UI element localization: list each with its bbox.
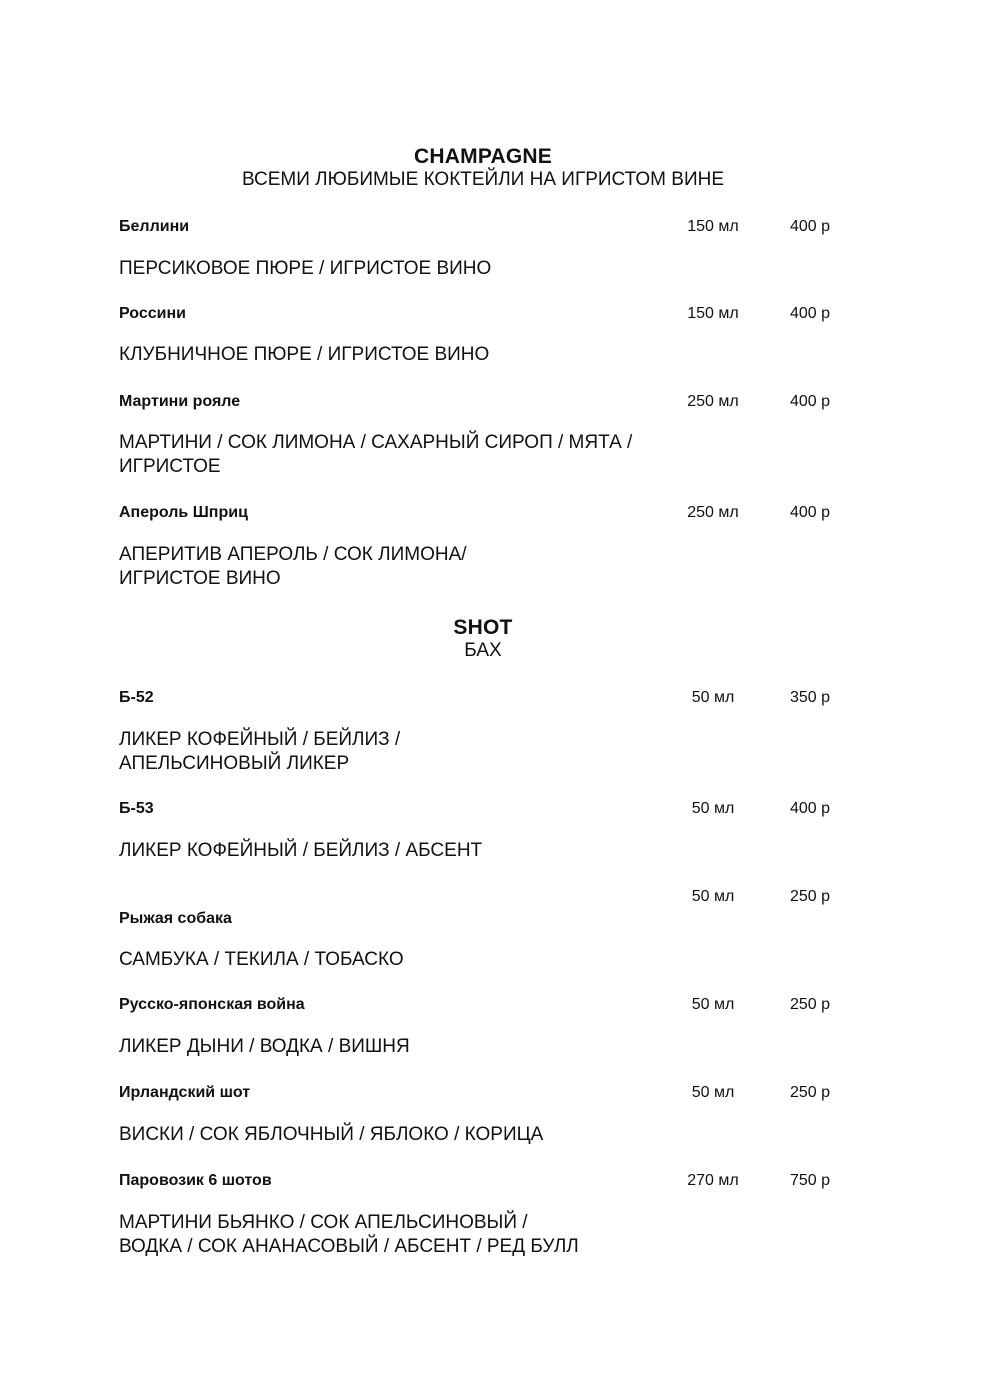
- item-volume: 50 мл: [691, 1084, 735, 1101]
- item-price: 350 р: [789, 689, 831, 706]
- item-name: Ирландский шот: [119, 1084, 251, 1101]
- item-volume: 250 мл: [687, 504, 739, 521]
- section-subtitle: БАХ: [464, 640, 502, 661]
- item-name: Рыжая собака: [119, 910, 232, 927]
- item-description: ПЕРСИКОВОЕ ПЮРЕ / ИГРИСТОЕ ВИНО: [119, 258, 492, 279]
- item-price: 400 р: [789, 800, 831, 817]
- section-title: CHAMPAGNE: [414, 145, 552, 168]
- item-volume: 250 мл: [687, 393, 739, 410]
- item-price: 250 р: [789, 996, 831, 1013]
- item-name: Россини: [119, 305, 186, 322]
- item-description: ЛИКЕР КОФЕЙНЫЙ / БЕЙЛИЗ / АБСЕНТ: [119, 840, 483, 861]
- item-volume: 50 мл: [691, 996, 735, 1013]
- item-volume: 270 мл: [687, 1172, 739, 1189]
- item-name: Беллини: [119, 218, 190, 235]
- item-price: 400 р: [789, 218, 831, 235]
- item-name: Б-53: [119, 800, 154, 817]
- item-volume: 50 мл: [691, 888, 735, 905]
- item-name: Русско-японская война: [119, 996, 305, 1013]
- item-description: ЛИКЕР КОФЕЙНЫЙ / БЕЙЛИЗ / АПЕЛЬСИНОВЫЙ ЛИКЕР: [119, 729, 401, 774]
- item-price: 400 р: [789, 305, 831, 322]
- item-price: 250 р: [789, 1084, 831, 1101]
- item-description: ЛИКЕР ДЫНИ / ВОДКА / ВИШНЯ: [119, 1036, 410, 1057]
- section-title: SHOT: [453, 616, 513, 639]
- item-volume: 150 мл: [687, 218, 739, 235]
- item-price: 400 р: [789, 393, 831, 410]
- item-price: 400 р: [789, 504, 831, 521]
- item-price: 750 р: [789, 1172, 831, 1189]
- section-subtitle: ВСЕМИ ЛЮБИМЫЕ КОКТЕЙЛИ НА ИГРИСТОМ ВИНЕ: [241, 169, 725, 190]
- item-name: Б-52: [119, 689, 154, 706]
- item-volume: 50 мл: [691, 800, 735, 817]
- item-description: АПЕРИТИВ АПЕРОЛЬ / СОК ЛИМОНА/ ИГРИСТОЕ ВИНО: [119, 544, 467, 589]
- item-description: ВИСКИ / СОК ЯБЛОЧНЫЙ / ЯБЛОКО / КОРИЦА: [119, 1124, 544, 1145]
- item-volume: 150 мл: [687, 305, 739, 322]
- item-price: 250 р: [789, 888, 831, 905]
- item-description: КЛУБНИЧНОЕ ПЮРЕ / ИГРИСТОЕ ВИНО: [119, 344, 490, 365]
- item-description: МАРТИНИ / СОК ЛИМОНА / САХАРНЫЙ СИРОП / МЯТА / ИГРИСТОЕ: [119, 432, 633, 477]
- item-description: МАРТИНИ БЬЯНКО / СОК АПЕЛЬСИНОВЫЙ / ВОДКА / СОК АНАНАСОВЫЙ / АБСЕНТ / РЕД БУЛЛ: [119, 1212, 579, 1257]
- item-name: Паровозик 6 шотов: [119, 1172, 272, 1189]
- item-description: САМБУКА / ТЕКИЛА / ТОБАСКО: [119, 949, 404, 970]
- item-name: Апероль Шприц: [119, 504, 248, 521]
- item-volume: 50 мл: [691, 689, 735, 706]
- item-name: Мартини рояле: [119, 393, 241, 410]
